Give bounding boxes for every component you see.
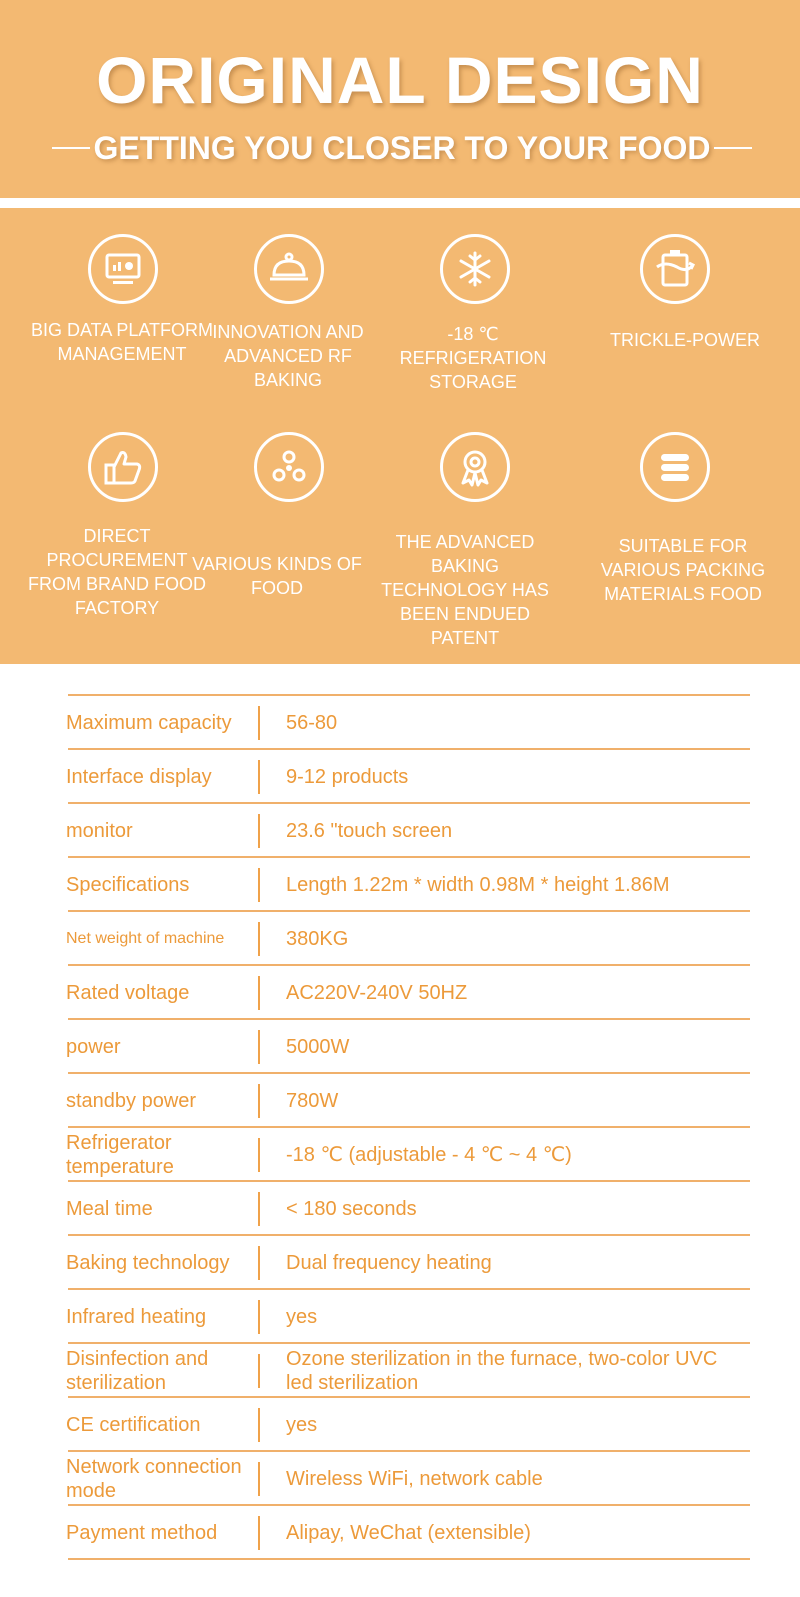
- snowflake-icon: [440, 234, 510, 304]
- feature-label-rf-baking: INNOVATION AND ADVANCED RF BAKING: [212, 322, 364, 390]
- thumbs-up-icon: [88, 432, 158, 502]
- spec-row: [68, 1396, 750, 1452]
- feature-label-direct-procurement: DIRECT PROCUREMENT FROM BRAND FOOD FACTORY: [28, 526, 206, 618]
- spec-value: yes: [286, 1306, 318, 1328]
- spec-label: Payment method: [66, 1522, 218, 1544]
- spec-value: -18 ℃ (adjustable - 4 ℃ ~ 4 ℃): [286, 1144, 572, 1166]
- subtitle-right-rule: [714, 147, 752, 149]
- spec-divider: [258, 1462, 260, 1496]
- spec-row: [68, 748, 750, 804]
- stacked-layers-icon: [640, 432, 710, 502]
- spec-divider: [258, 976, 260, 1010]
- spec-value: Length 1.22m * width 0.98M * height 1.86M: [286, 874, 670, 896]
- spec-value: 5000W: [286, 1036, 350, 1058]
- spec-label: Interface display: [66, 766, 212, 788]
- spec-divider: [258, 1408, 260, 1442]
- spec-value: 56-80: [286, 712, 338, 734]
- battery-power-icon: [640, 234, 710, 304]
- page-title: ORIGINAL DESIGN: [96, 43, 704, 117]
- spec-row: [68, 802, 750, 858]
- spec-divider: [258, 814, 260, 848]
- feature-label-patent: THE ADVANCED BAKING TECHNOLOGY HAS BEEN ENDUED PATENT: [381, 532, 549, 648]
- spec-value: < 180 seconds: [286, 1198, 417, 1220]
- spec-label: Maximum capacity: [66, 712, 232, 734]
- band-separator: [0, 198, 800, 208]
- spec-row: [68, 694, 750, 750]
- spec-divider: [258, 1138, 260, 1172]
- page-subtitle: GETTING YOU CLOSER TO YOUR FOOD: [93, 129, 711, 166]
- header-band: [0, 0, 800, 198]
- spec-label: CE certification: [66, 1414, 201, 1436]
- spec-row: [68, 964, 750, 1020]
- spec-divider: [258, 1084, 260, 1118]
- spec-value: 780W: [286, 1090, 339, 1112]
- spec-divider: [258, 1246, 260, 1280]
- spec-label: Infrared heating: [66, 1306, 207, 1328]
- spec-label: Network connection mode: [66, 1456, 242, 1502]
- spec-row: [68, 1450, 750, 1506]
- spec-label: monitor: [66, 820, 133, 842]
- spec-divider: [258, 1192, 260, 1226]
- feature-label-packing: SUITABLE FOR VARIOUS PACKING MATERIALS FOOD: [600, 536, 766, 604]
- spec-label: Refrigerator temperature: [66, 1132, 174, 1178]
- spec-label: Specifications: [66, 874, 190, 896]
- spec-row: [68, 1504, 750, 1560]
- spec-divider: [258, 1300, 260, 1334]
- spec-label: Rated voltage: [66, 982, 190, 1004]
- spec-row: [68, 910, 750, 966]
- food-variety-icon: [254, 432, 324, 502]
- spec-row: [68, 1180, 750, 1236]
- spec-label: Meal time: [66, 1198, 153, 1220]
- spec-label: Net weight of machine: [66, 930, 225, 947]
- award-ribbon-icon: [440, 432, 510, 502]
- spec-label: Baking technology: [66, 1252, 230, 1274]
- spec-row: [68, 1288, 750, 1344]
- spec-label: Disinfection and sterilization: [66, 1348, 209, 1394]
- spec-value: Ozone sterilization in the furnace, two-color UVC led sterilization: [286, 1348, 718, 1394]
- spec-divider: [258, 760, 260, 794]
- feature-label-big-data: BIG DATA PLATFORM MANAGEMENT: [30, 320, 214, 364]
- spec-value: Wireless WiFi, network cable: [286, 1468, 543, 1490]
- feature-label-refrigeration: -18 ℃ REFRIGERATION STORAGE: [399, 324, 547, 392]
- subtitle-row: [52, 126, 752, 170]
- feature-label-various-food: VARIOUS KINDS OF FOOD: [192, 554, 362, 598]
- feature-band: [0, 208, 800, 664]
- food-cloche-icon: [254, 234, 324, 304]
- spec-label: power: [66, 1036, 121, 1058]
- monitor-chart-icon: [88, 234, 158, 304]
- spec-row: [68, 1072, 750, 1128]
- spec-value: AC220V-240V 50HZ: [286, 982, 468, 1004]
- spec-value: 9-12 products: [286, 766, 409, 788]
- spec-row: [68, 1126, 750, 1182]
- spec-label: standby power: [66, 1090, 197, 1112]
- spec-row: [68, 1018, 750, 1074]
- feature-label-trickle-power: TRICKLE-POWER: [609, 330, 760, 350]
- spec-divider: [258, 868, 260, 902]
- spec-value: Alipay, WeChat (extensible): [286, 1522, 531, 1544]
- spec-divider: [258, 1516, 260, 1550]
- spec-value: 23.6 "touch screen: [286, 820, 453, 842]
- spec-value: 380KG: [286, 928, 349, 950]
- spec-divider: [258, 706, 260, 740]
- spec-row: [68, 1234, 750, 1290]
- spec-divider: [258, 1030, 260, 1064]
- spec-row: [68, 856, 750, 912]
- spec-divider: [258, 922, 260, 956]
- spec-value: yes: [286, 1414, 318, 1436]
- subtitle-left-rule: [52, 147, 90, 149]
- spec-row: [68, 1342, 750, 1398]
- spec-divider: [258, 1354, 260, 1388]
- spec-value: Dual frequency heating: [286, 1252, 492, 1274]
- table-bottom-rule: [68, 1558, 750, 1560]
